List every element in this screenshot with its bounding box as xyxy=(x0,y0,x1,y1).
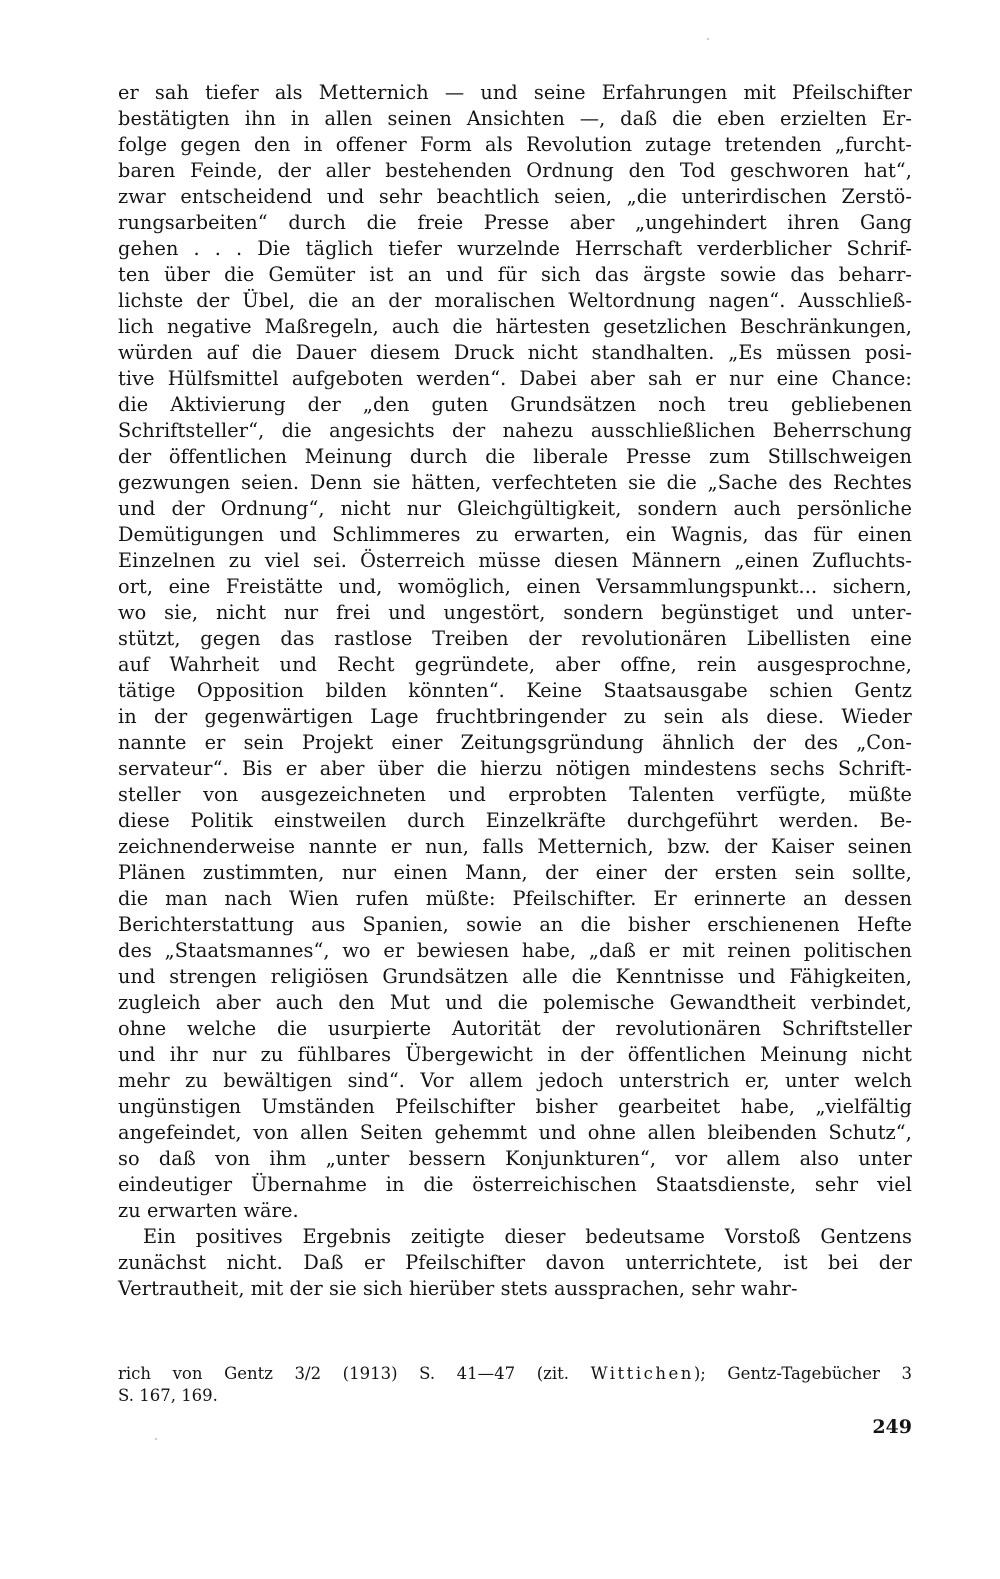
text-line: würden auf die Dauer diesem Druck nicht standhalten. „Es müssen posi- xyxy=(118,341,912,364)
footnote-author-name: Wittichen xyxy=(590,1364,694,1383)
text-line: tive Hülfsmittel aufgeboten werden“. Dabei aber sah er nur eine Chance: xyxy=(118,367,912,390)
text-line: rungsarbeiten“ durch die freie Presse aber „ungehindert ihren Gang xyxy=(118,211,912,234)
text-line: servateur“. Bis er aber über die hierzu nötigen mindestens sechs Schrift- xyxy=(118,757,912,780)
text-line: Einzelnen zu viel sei. Österreich müsse diesen Männern „einen Zufluchts- xyxy=(118,549,912,572)
footnote-line: S. 167, 169. xyxy=(118,1386,218,1405)
text-line: mehr zu bewältigen sind“. Vor allem jedoch unterstrich er, unter welch xyxy=(118,1069,912,1092)
text-line: nannte er sein Projekt einer Zeitungsgründung ähnlich der des „Con- xyxy=(118,731,912,754)
text-line: zugleich aber auch den Mut und die polemische Gewandtheit verbindet, xyxy=(118,991,912,1014)
text-line: zeichnenderweise nannte er nun, falls Metternich, bzw. der Kaiser seinen xyxy=(118,835,912,858)
text-line: des „Staatsmannes“, wo er bewiesen habe, „daß er mit reinen politischen xyxy=(118,939,912,962)
text-line: auf Wahrheit und Recht gegründete, aber offne, rein ausgesprochne, xyxy=(118,653,912,676)
text-line: wo sie, nicht nur frei und ungestört, sondern begünstiget und unter- xyxy=(118,601,912,624)
text-line: steller von ausgezeichneten und erprobten Talenten verfügte, müßte xyxy=(118,783,912,806)
text-line: gezwungen seien. Denn sie hätten, verfechteten sie die „Sache des Rechtes xyxy=(118,471,912,494)
text-line: zu erwarten wäre. xyxy=(118,1199,299,1222)
paragraph xyxy=(118,1224,912,1302)
text-line: Vertrautheit, mit der sie sich hierüber stets aussprachen, sehr wahr- xyxy=(118,1277,798,1300)
text-line: so daß von ihm „unter bessern Konjunkturen“, vor allem also unter xyxy=(118,1147,912,1170)
text-line: ten über die Gemüter ist an und für sich das ärgste sowie das beharr- xyxy=(118,263,912,286)
text-line: stützt, gegen das rastlose Treiben der revolutionären Libellisten eine xyxy=(118,627,912,650)
text-line: lich negative Maßregeln, auch die härtesten gesetzlichen Beschränkungen, xyxy=(118,315,912,338)
text-line: er sah tiefer als Metternich — und seine Erfahrungen mit Pfeilschifter xyxy=(118,81,912,104)
text-line: tätige Opposition bilden könnten“. Keine Staatsausgabe schien Gentz xyxy=(118,679,912,702)
text-line: folge gegen den in offener Form als Revolution zutage tretenden „furcht- xyxy=(118,133,912,156)
text-line: Schriftsteller“, die angesichts der nahezu ausschließlichen Beherrschung xyxy=(118,419,912,442)
text-line: ungünstigen Umständen Pfeilschifter bisher gearbeitet habe, „vielfältig xyxy=(118,1095,912,1118)
text-line: angefeindet, von allen Seiten gehemmt und ohne allen bleibenden Schutz“, xyxy=(118,1121,912,1144)
paragraph xyxy=(118,80,912,1224)
footnote-text: ); Gentz-Tagebücher 3 xyxy=(693,1364,912,1383)
footnote-line xyxy=(118,1363,912,1385)
text-line: diese Politik einstweilen durch Einzelkräfte durchgeführt werden. Be- xyxy=(118,809,912,832)
paper-speck xyxy=(707,38,709,40)
text-line: baren Feinde, der aller bestehenden Ordnung den Tod geschworen hat“, xyxy=(118,159,912,182)
text-line: zunächst nicht. Daß er Pfeilschifter davon unterrichtete, ist bei der xyxy=(118,1251,912,1274)
main-text xyxy=(118,80,912,1302)
text-line: und der Ordnung“, nicht nur Gleichgültigkeit, sondern auch persönliche xyxy=(118,497,912,520)
footnote-text: rich von Gentz 3/2 (1913) S. 41—47 (zit. xyxy=(118,1364,591,1383)
page-number: 249 xyxy=(872,1416,912,1438)
text-line: Berichterstattung aus Spanien, sowie an die bisher erschienenen Hefte xyxy=(118,913,912,936)
text-line: zwar entscheidend und sehr beachtlich seien, „die unterirdischen Zerstö- xyxy=(118,185,912,208)
text-line: in der gegenwärtigen Lage fruchtbringender zu sein als diese. Wieder xyxy=(118,705,912,728)
text-line: bestätigten ihn in allen seinen Ansichten —, daß die eben erzielten Er- xyxy=(118,107,912,130)
text-line: die Aktivierung der „den guten Grundsätzen noch treu gebliebenen xyxy=(118,393,912,416)
text-line: Plänen zustimmten, nur einen Mann, der einer der ersten sein sollte, xyxy=(118,861,912,884)
footnote xyxy=(118,1363,912,1407)
text-line: der öffentlichen Meinung durch die liberale Presse zum Stillschweigen xyxy=(118,445,912,468)
text-line: und ihr nur zu fühlbares Übergewicht in der öffentlichen Meinung nicht xyxy=(118,1043,912,1066)
text-line: ort, eine Freistätte und, womöglich, einen Versammlungspunkt... sichern, xyxy=(118,575,912,598)
text-line: gehen . . . Die täglich tiefer wurzelnde Herrschaft verderblicher Schrif- xyxy=(118,237,912,260)
text-line: Demütigungen und Schlimmeres zu erwarten, ein Wagnis, das für einen xyxy=(118,523,912,546)
text-line: und strengen religiösen Grundsätzen alle die Kenntnisse und Fähigkeiten, xyxy=(118,965,912,988)
text-line: lichste der Übel, die an der moralischen Weltordnung nagen“. Ausschließ- xyxy=(118,289,912,312)
text-line: eindeutiger Übernahme in die österreichischen Staatsdienste, sehr viel xyxy=(118,1173,912,1196)
paper-speck xyxy=(155,1438,157,1440)
text-line: Ein positives Ergebnis zeitigte dieser bedeutsame Vorstoß Gentzens xyxy=(143,1225,912,1248)
text-line: die man nach Wien rufen müßte: Pfeilschifter. Er erinnerte an dessen xyxy=(118,887,912,910)
text-line: ohne welche die usurpierte Autorität der revolutionären Schriftsteller xyxy=(118,1017,912,1040)
